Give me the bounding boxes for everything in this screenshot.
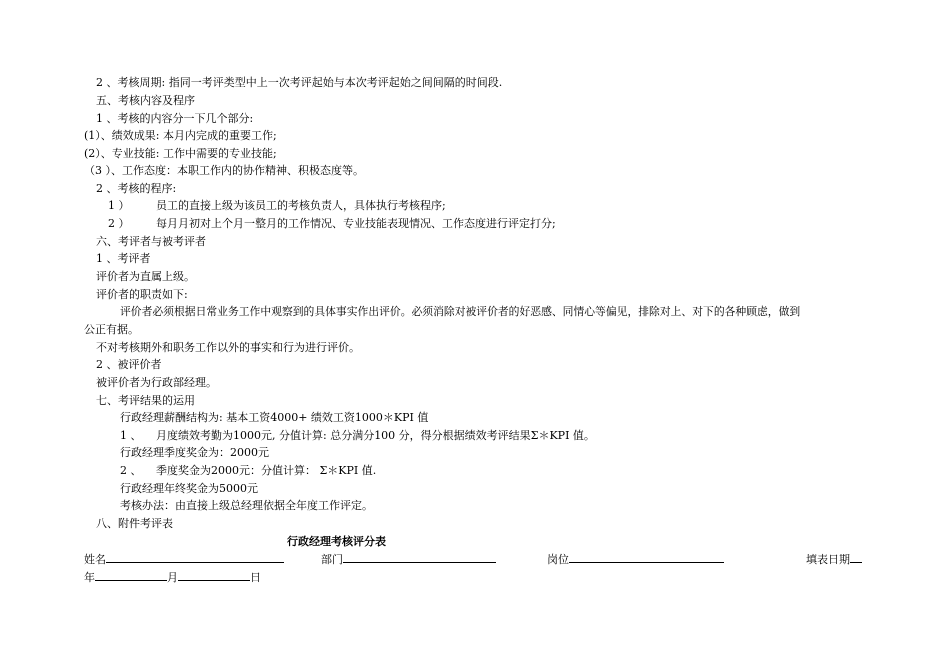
date-blank[interactable] bbox=[850, 551, 862, 563]
date-line bbox=[84, 569, 261, 586]
section-heading: 六、考评者与被考评者 bbox=[96, 235, 206, 248]
text-line: 月度绩效考勤为1000元, 分值计算: 总分满分100 分，得分根据绩效考评结果Σ＊KPI 值。 bbox=[156, 429, 595, 442]
month-label: 月 bbox=[167, 571, 178, 584]
text-line: 2 、考核周期: 指同一考评类型中上一次考评起始与本次考评起始之间间隔的时间段. bbox=[96, 76, 503, 89]
day-label: 日 bbox=[250, 571, 261, 584]
text-line: （3 ）、工作态度：本职工作内的协作精神、积极态度等。 bbox=[84, 164, 364, 177]
text-line: (2）、专业技能: 工作中需要的专业技能; bbox=[84, 147, 277, 160]
text-line: 2 、被评价者 bbox=[96, 358, 162, 371]
list-marker: 2 ） bbox=[108, 217, 130, 230]
dept-blank[interactable] bbox=[343, 551, 496, 563]
post-label: 岗位 bbox=[547, 553, 569, 566]
text-line: 1 、考核的内容分一下几个部分: bbox=[96, 112, 254, 125]
name-blank[interactable] bbox=[106, 551, 284, 563]
section-heading: 七、考评结果的运用 bbox=[96, 394, 195, 407]
post-field[interactable] bbox=[547, 551, 724, 568]
post-blank[interactable] bbox=[569, 551, 724, 563]
month-blank[interactable] bbox=[178, 569, 250, 581]
text-line: 员工的直接上级为该员工的考核负责人，具体执行考核程序; bbox=[156, 199, 446, 212]
text-line: 公正有据。 bbox=[84, 323, 139, 336]
date-field[interactable] bbox=[806, 551, 862, 568]
name-field[interactable] bbox=[84, 551, 284, 568]
text-line: 评价者的职责如下: bbox=[96, 288, 188, 301]
text-line: 季度奖金为2000元：分值计算： Σ＊KPI 值. bbox=[156, 464, 377, 477]
text-line: 2 、考核的程序: bbox=[96, 182, 177, 195]
text-line: 评价者必须根据日常业务工作中观察到的具体事实作出评价。必须消除对被评价者的好恶感、同情心等偏见，排除对上、对下的各种顾虑，做到 bbox=[120, 305, 801, 318]
list-marker: 2 、 bbox=[120, 464, 142, 477]
dept-field[interactable] bbox=[321, 551, 496, 568]
list-marker: 1 、 bbox=[120, 429, 142, 442]
date-label: 填表日期 bbox=[806, 553, 850, 566]
text-line: 不对考核期外和职务工作以外的事实和行为进行评价。 bbox=[96, 341, 360, 354]
section-heading: 八、附件考评表 bbox=[96, 517, 173, 530]
text-line: 考核办法：由直接上级总经理依据全年度工作评定。 bbox=[120, 499, 373, 512]
text-line: 评价者为直属上级。 bbox=[96, 270, 195, 283]
text-line: 行政经理薪酬结构为: 基本工资4000+ 绩效工资1000＊KPI 值 bbox=[120, 411, 429, 424]
list-marker: 1 ） bbox=[108, 199, 130, 212]
text-line: 行政经理季度奖金为：2000元 bbox=[120, 446, 269, 459]
dept-label: 部门 bbox=[321, 553, 343, 566]
text-line: 1 、考评者 bbox=[96, 252, 151, 265]
text-line: 行政经理年终奖金为5000元 bbox=[120, 482, 258, 495]
form-title: 行政经理考核评分表 bbox=[287, 535, 386, 548]
name-label: 姓名 bbox=[84, 553, 106, 566]
section-heading: 五、考核内容及程序 bbox=[96, 94, 195, 107]
year-blank[interactable] bbox=[95, 569, 167, 581]
text-line: (1）、绩效成果: 本月内完成的重要工作; bbox=[84, 129, 277, 142]
year-label: 年 bbox=[84, 571, 95, 584]
text-line: 被评价者为行政部经理。 bbox=[96, 376, 217, 389]
text-line: 每月月初对上个月一整月的工作情况、专业技能表现情况、工作态度进行评定打分; bbox=[156, 217, 556, 230]
